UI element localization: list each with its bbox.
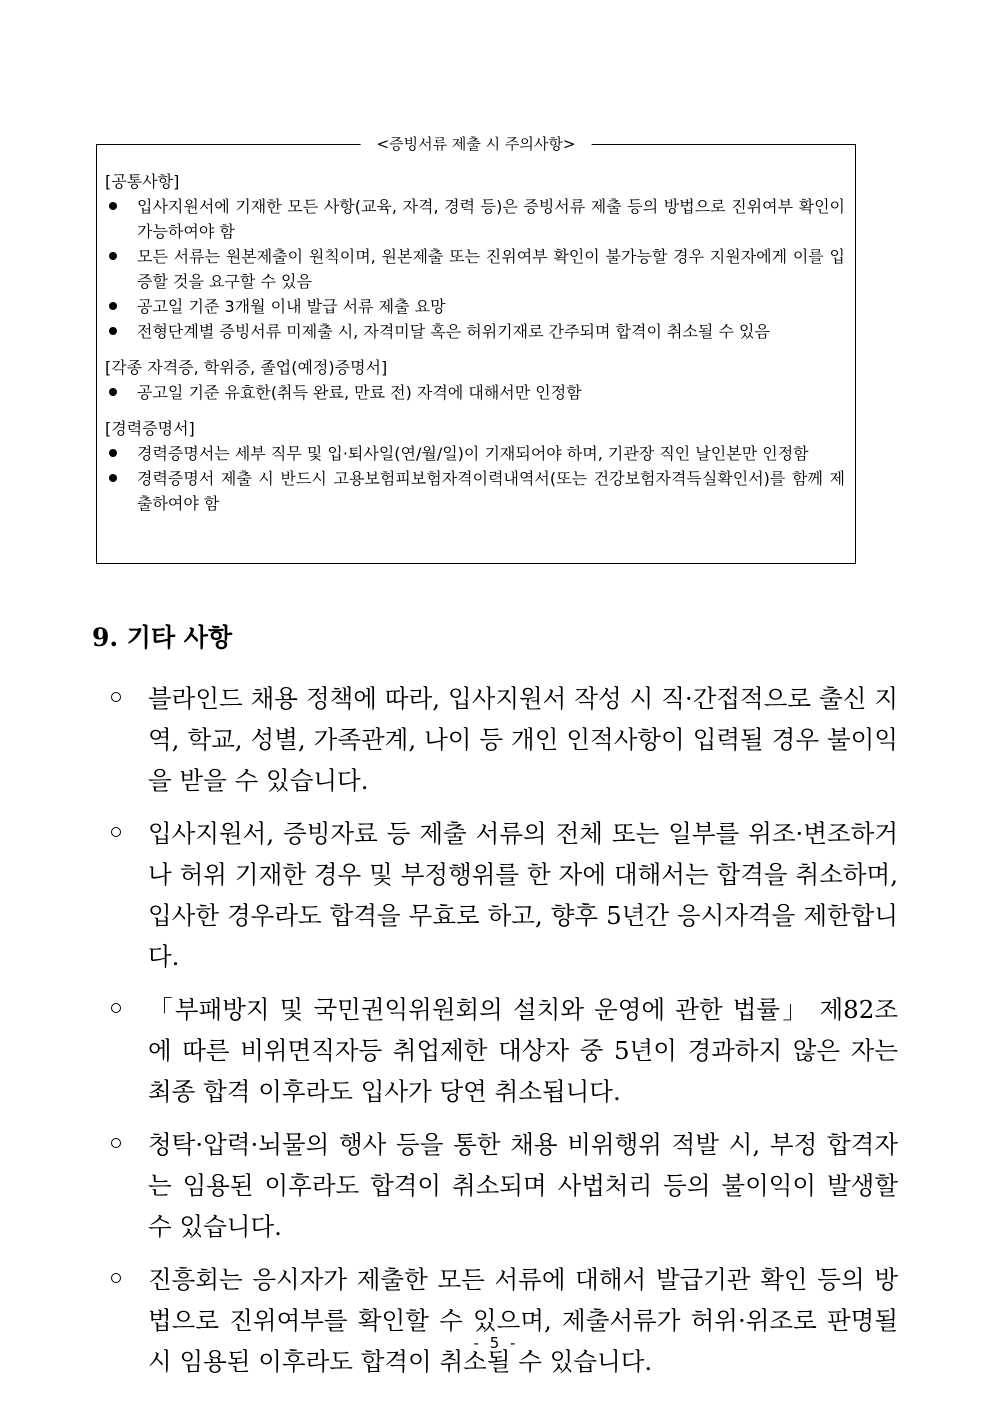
- list-item-text: 청탁·압력·뇌물의 행사 등을 통한 채용 비위행위 적발 시, 부정 합격자는 임용된 이후라도 합격이 취소되며 사법처리 등의 불이익이 발생할 수 있습니다.: [148, 1130, 898, 1241]
- certificates-section: [105, 355, 845, 405]
- certificates-list: [105, 380, 845, 405]
- list-item: [105, 194, 845, 244]
- bullet-icon: [109, 202, 117, 210]
- bullet-icon: [109, 449, 117, 457]
- list-item: [108, 1124, 898, 1247]
- list-item: [105, 441, 845, 466]
- section-heading: 9. 기타 사항: [92, 623, 233, 652]
- list-item: [105, 294, 845, 319]
- list-item: [105, 380, 845, 405]
- list-item: [105, 466, 845, 516]
- list-item-text: 공고일 기준 3개월 이내 발급 서류 제출 요망: [137, 297, 446, 316]
- list-item: [108, 678, 898, 801]
- bullet-icon: [109, 327, 117, 335]
- circle-bullet-icon: [111, 1273, 121, 1283]
- list-item-text: 경력증명서 제출 시 반드시 고용보험피보험자격이력내역서(또는 건강보험자격득실확인서)를 함께 제출하여야 함: [137, 469, 845, 513]
- list-item-text: 입사지원서에 기재한 모든 사항(교육, 자격, 경력 등)은 증빙서류 제출 등의 방법으로 진위여부 확인이 가능하여야 함: [137, 197, 845, 241]
- bullet-icon: [109, 252, 117, 260]
- list-item: [108, 813, 898, 977]
- common-section: [105, 169, 845, 344]
- common-list: [105, 194, 845, 344]
- career-section: [105, 416, 845, 516]
- bullet-icon: [109, 302, 117, 310]
- bullet-icon: [109, 388, 117, 396]
- section-label-certificates: [각종 자격증, 학위증, 졸업(예정)증명서]: [105, 358, 388, 377]
- list-item-text: 경력증명서는 세부 직무 및 입·퇴사일(연/월/일)이 기재되어야 하며, 기관장 직인 날인본만 인정함: [137, 444, 809, 463]
- list-item-text: 블라인드 채용 정책에 따라, 입사지원서 작성 시 직·간접적으로 출신 지역, 학교, 성별, 가족관계, 나이 등 개인 인적사항이 입력될 경우 불이익을 받을 수 있습니다.: [148, 684, 898, 795]
- section-label-career: [경력증명서]: [105, 419, 195, 438]
- list-item: [108, 1259, 898, 1382]
- page-number: - 5 -: [473, 1334, 519, 1352]
- career-list: [105, 441, 845, 516]
- etc-list: [108, 678, 898, 1394]
- list-item-text: 진흥회는 응시자가 제출한 모든 서류에 대해서 발급기관 확인 등의 방법으로 진위여부를 확인할 수 있으며, 제출서류가 허위·위조로 판명될 시 임용된 이후라도 합격이 취소될 수 있습니다.: [148, 1265, 898, 1376]
- list-item-text: 모든 서류는 원본제출이 원칙이며, 원본제출 또는 진위여부 확인이 불가능할 경우 지원자에게 이를 입증할 것을 요구할 수 있음: [137, 247, 845, 291]
- list-item: [108, 989, 898, 1112]
- section-gap: [105, 344, 845, 355]
- list-item: [105, 319, 845, 344]
- list-item-text: 전형단계별 증빙서류 미제출 시, 자격미달 혹은 허위기재로 간주되며 합격이 취소될 수 있음: [137, 322, 770, 341]
- bullet-icon: [109, 474, 117, 482]
- section-label-common: [공통사항]: [105, 172, 180, 191]
- notice-content: [105, 169, 845, 516]
- list-item-text: 공고일 기준 유효한(취득 완료, 만료 전) 자격에 대해서만 인정함: [137, 383, 582, 402]
- circle-bullet-icon: [111, 1138, 121, 1148]
- list-item: [105, 244, 845, 294]
- list-item-text: 입사지원서, 증빙자료 등 제출 서류의 전체 또는 일부를 위조·변조하거나 허위 기재한 경우 및 부정행위를 한 자에 대해서는 합격을 취소하며, 입사한 경우라도 합격을 무효로 하고, 향후 5년간 응시자격을 제한합니다.: [148, 819, 898, 971]
- list-item-text: 「부패방지 및 국민권익위원회의 설치와 운영에 관한 법률」 제82조에 따른 비위면직자등 취업제한 대상자 중 5년이 경과하지 않은 자는 최종 합격 이후라도 입사가 당연 취소됩니다.: [148, 995, 898, 1106]
- circle-bullet-icon: [111, 692, 121, 702]
- circle-bullet-icon: [111, 1003, 121, 1013]
- notice-title: <증빙서류 제출 시 주의사항>: [361, 134, 592, 154]
- notice-box: [96, 135, 856, 564]
- circle-bullet-icon: [111, 827, 121, 837]
- section-gap: [105, 405, 845, 416]
